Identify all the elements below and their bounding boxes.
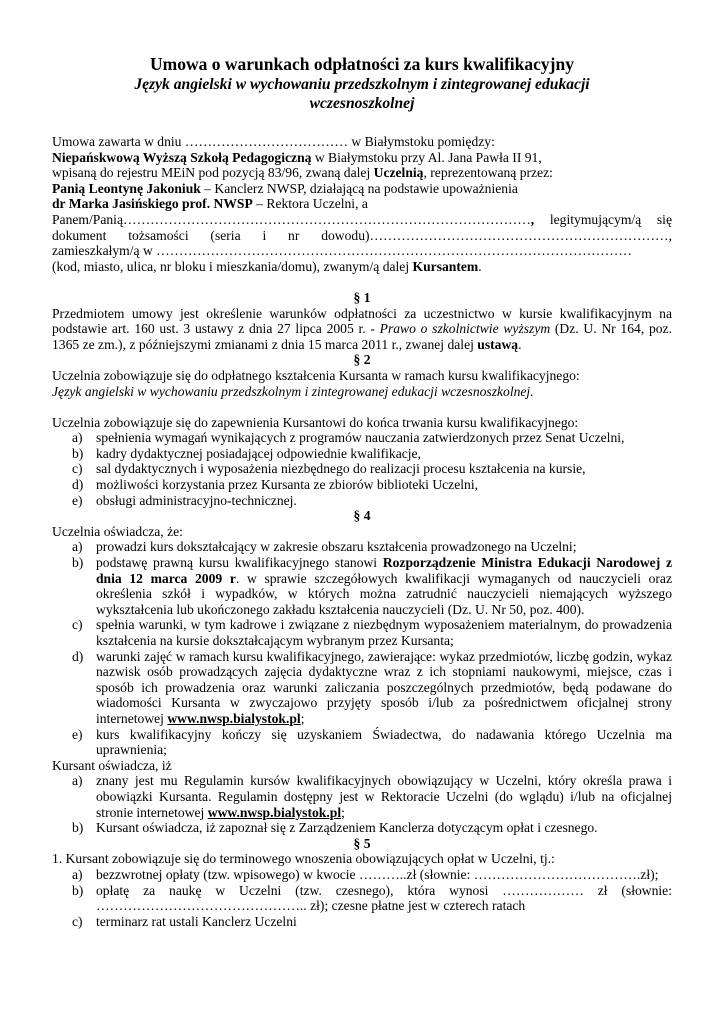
rector-name: dr Marka Jasińskiego prof. NWSP — [52, 196, 253, 212]
intro-date-line: Umowa zawarta w dniu ……………………………… w Białymstoku pomiędzy: — [52, 134, 495, 149]
list-item: b) opłatę za naukę w Uczelni (tzw. czesnego), która wynosi ……………… zł (słownie: ……………………………………….. zł); czesne płatne jest w czterech ratach — [72, 882, 672, 914]
list-item: e) kurs kwalifikacyjny kończy się uzyskaniem Świadectwa, do nadawania którego Uczelnia ma uprawnienia; — [72, 726, 672, 758]
section-4-list — [52, 539, 672, 757]
list-item: d) możliwości korzystania przez Kursanta ze zbiorów biblioteki Uczelni, — [72, 477, 478, 493]
intro-rector-line: dr Marka Jasińskiego prof. NWSP – Rektora Uczelni, a — [52, 196, 368, 212]
list-item: d) warunki zajęć w ramach kursu kwalifikacyjnego, zawierające: wykaz przedmiotów, liczbę godzin, wykaz nazwisk osób prowadzących zajęcia dydaktyczne wraz z ich stopniami naukowymi, miejsce, czas i sposób ich prowadzenia oraz warunki zaliczania poszczególnych przedmiotów, będą podawane do wiadomości Kursanta w zwyczajowo przyjęty sposób i/lub za pośrednictwem oficjalnej strony internetowej www.nwsp.bialystok.pl; — [72, 648, 672, 726]
section-1-heading: § 1 — [353, 289, 371, 305]
list-item: c) terminarz rat ustali Kanclerz Uczelni — [72, 913, 297, 929]
section-2-obligations-intro: Uczelnia zobowiązuje się do zapewnienia Kursantowi do końca trwania kursu kwalifikacyjnego: — [52, 414, 579, 430]
list-item: b) kadry dydaktycznej posiadającej odpowiednie kwalifikacje, — [72, 445, 421, 461]
intro-id-line: dokument tożsamości (seria i nr dowodu)…………………………………………………………, — [52, 227, 672, 243]
list-item: a) spełnienia wymagań wynikających z programów nauczania zatwierdzonych przez Senat Uczelni, — [72, 430, 625, 446]
intro-address-line: zamieszkałym/ą w …………………………………………………………………………………………… — [52, 243, 632, 259]
representative-name: Panią Leontynę Jakoniuk — [52, 180, 201, 196]
section-1-text: Przedmiotem umowy jest określenie warunków odpłatności za uczestnictwo w kursie kwalifikacyjnym na podstawie art. 160 ust. 3 ustawy z dnia 27 lipca 2005 r. - Prawo o szkolnictwie wyższym (Dz. U. Nr 164, poz. 1365 ze zm.), z późniejszymi zmianami z dnia 15 marca 2011 r., zwanej dalej ustawą. — [52, 305, 672, 352]
list-item: e) obsługi administracyjno-technicznej. — [72, 492, 297, 508]
section-2-text: Uczelnia zobowiązuje się do odpłatnego kształcenia Kursanta w ramach kursu kwalifikacyjnego: — [52, 367, 580, 383]
list-item: b) podstawę prawną kursu kwalifikacyjnego stanowi Rozporządzenie Ministra Edukacji Narodowej z dnia 12 marca 2009 r. w sprawie szczegółowych kwalifikacji wymaganych od nauczycieli oraz określenia szkół i wypadków, w których można zatrudnić nauczycieli niemających wyższego wykształcenia lub ukończonego zakładu kształcenia nauczycieli (Dz. U. Nr 50, poz. 400). — [72, 555, 672, 617]
list-item: b) Kursant oświadcza, iż zapoznał się z Zarządzeniem Kanclerza dotyczącym opłat i czesnego. — [72, 820, 598, 836]
list-item: a) bezzwrotnej opłaty (tzw. wpisowego) w kwocie ………..zł (słownie: ……………………………….zł); — [72, 866, 659, 882]
school-name: Niepańskwową Wyższą Szkołą Pedagogiczną — [52, 149, 312, 165]
subtitle-line-1: Język angielski w wychowaniu przedszkolnym i zintegrowanej edukacji — [134, 76, 590, 93]
website-link[interactable]: www.nwsp.bialystok.pl — [167, 710, 301, 726]
section-2-course-name: Język angielski w wychowaniu przedszkolnym i zintegrowanej edukacji wczesnoszkolnej. — [52, 383, 534, 399]
subtitle-line-2: wczesnoszkolnej — [309, 95, 415, 112]
intro-address-format-line: (kod, miasto, ulica, nr bloku i mieszkania/domu), zwanym/ą dalej Kursantem. — [52, 258, 482, 274]
document-title: Umowa o warunkach odpłatności za kurs kwalifikacyjny — [150, 54, 574, 74]
intro-school-line: Niepańskwową Wyższą Szkołą Pedagogiczną w Białymstoku przy Al. Jana Pawła II 91, — [52, 149, 542, 165]
section-5-heading: § 5 — [353, 835, 371, 851]
section-4-heading: § 4 — [353, 508, 371, 524]
intro-registry-line: wpisaną do rejestru MEiN pod pozycją 83/96, zwaną dalej Uczelnią, reprezentowaną przez: — [52, 165, 553, 181]
section-5-list — [52, 867, 672, 929]
website-link[interactable]: www.nwsp.bialystok.pl — [207, 804, 342, 820]
list-item: c) sal dydaktycznych i wyposażenia niezbędnego do realizacji procesu kształcenia na kursie, — [72, 461, 586, 477]
kursant-declaration-list — [52, 773, 672, 835]
kursant-declaration-intro: Kursant oświadcza, iż — [52, 757, 172, 773]
list-item: a) prowadzi kurs dokształcający w zakresie obszaru kształcenia prowadzonego na Uczelni; — [72, 539, 577, 555]
section-5-intro: 1. Kursant zobowiązuje się do terminowego wnoszenia obowiązujących opłat w Uczelni, tj.: — [52, 851, 555, 867]
document-subtitle — [52, 75, 672, 113]
intro-party-line: Panem/Panią………………………………………………………………………………, legitymującym/ą się — [52, 211, 672, 227]
section-2-heading: § 2 — [353, 352, 371, 368]
list-item: c) spełnia warunki, w tym kadrowe i związane z niezbędnym wyposażeniem materialnym, do prowadzenia kształcenia na kursie dokształcającym wybranym przez Kursanta; — [72, 617, 672, 648]
intro-representative-line: Panią Leontynę Jakoniuk – Kanclerz NWSP, działającą na podstawie upoważnienia — [52, 180, 518, 196]
section-4-intro: Uczelnia oświadcza, że: — [52, 523, 183, 539]
list-item: a) znany jest mu Regulamin kursów kwalifikacyjnych obowiązujący w Uczelni, który określa prawa i obowiązki Kursanta. Regulamin dostępny jest w Rektoracie Uczelni (do wglądu) i/lub na oficjalnej stronie internetowej www.nwsp.bialystok.pl; — [72, 773, 672, 820]
section-2-list — [52, 430, 672, 508]
